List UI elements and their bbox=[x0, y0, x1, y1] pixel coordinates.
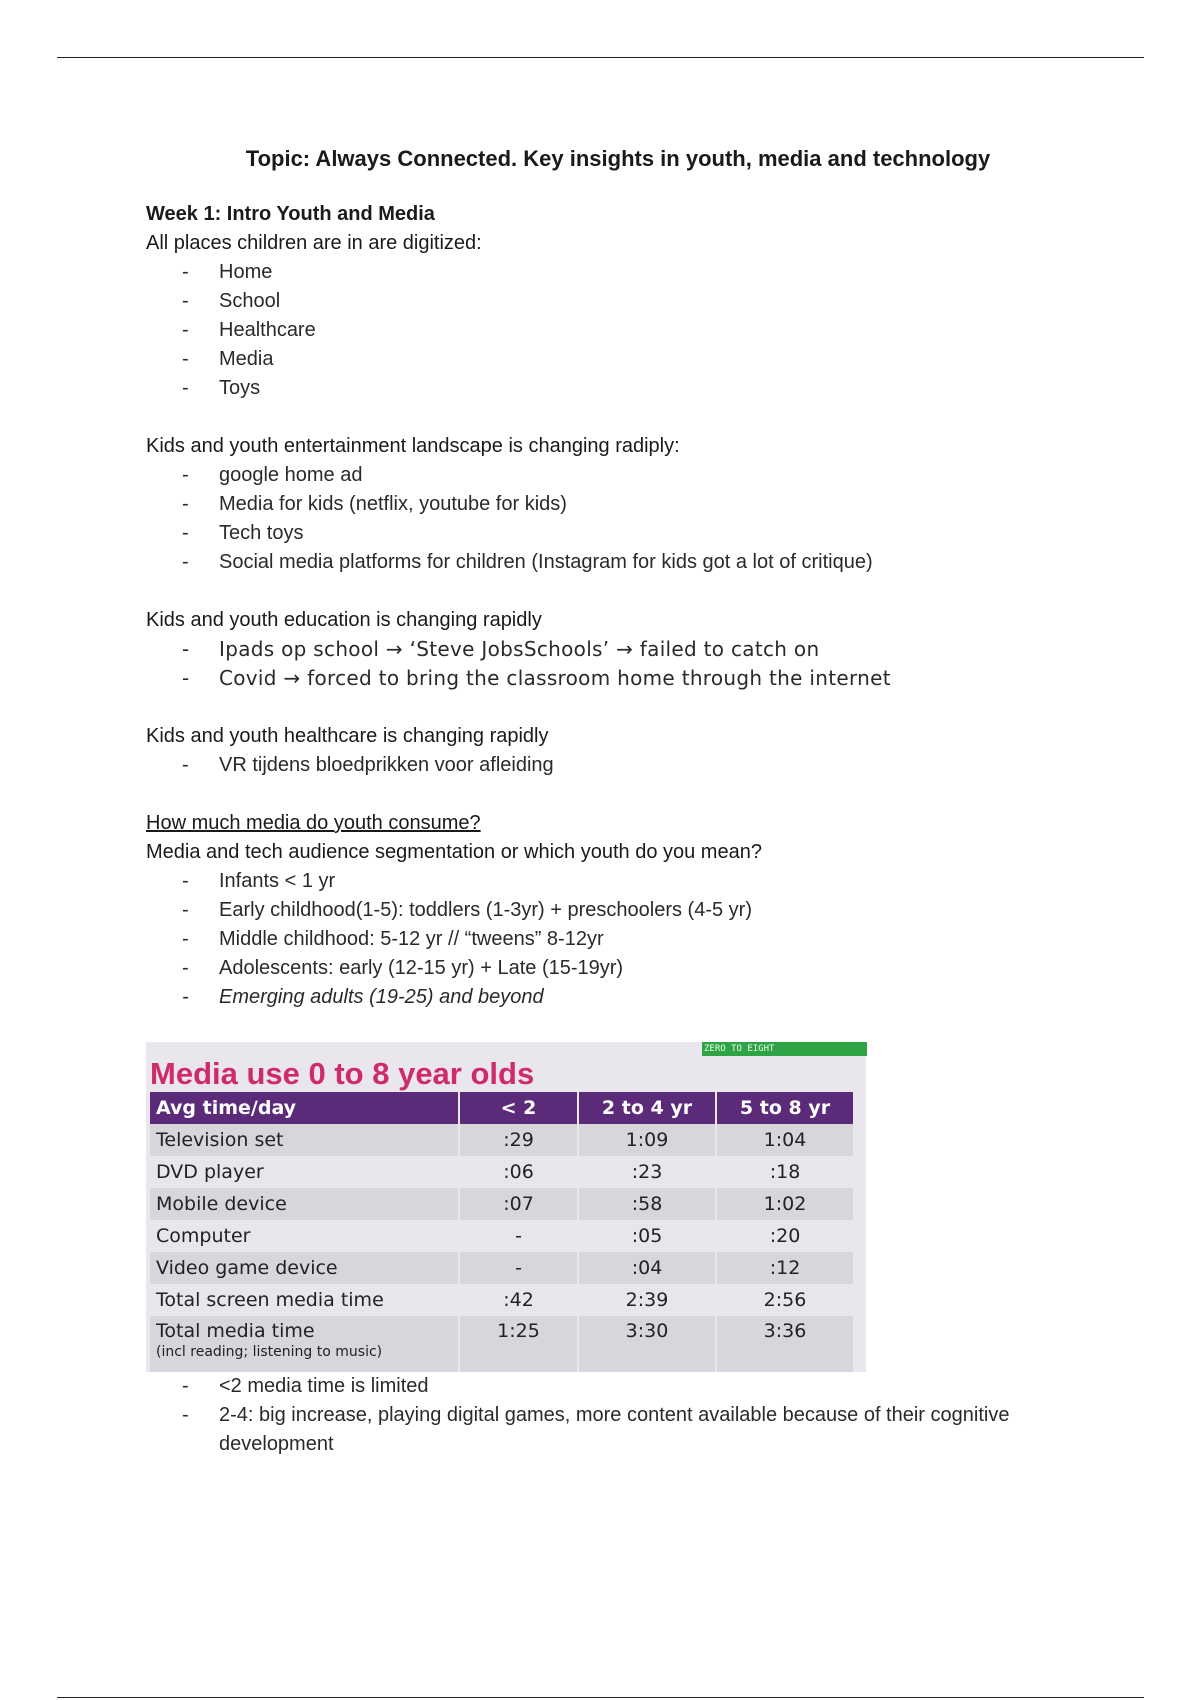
table-cell: :20 bbox=[717, 1220, 853, 1252]
list-item: - 2-4: big increase, playing digital games, more content available because of their cognitive development bbox=[146, 1401, 1046, 1459]
bottom-rule bbox=[57, 1697, 1144, 1698]
list-item: - Middle childhood: 5-12 yr // “tweens” 8-12yr bbox=[146, 925, 1046, 954]
table-cell: - bbox=[460, 1252, 577, 1284]
list-item: - Social media platforms for children (Instagram for kids got a lot of critique) bbox=[146, 548, 1046, 577]
table-cell: 1:09 bbox=[579, 1124, 715, 1156]
list-item: - Tech toys bbox=[146, 519, 1046, 548]
education-intro: Kids and youth education is changing rapidly bbox=[146, 609, 542, 631]
table-row bbox=[150, 1316, 853, 1372]
table-row bbox=[150, 1156, 853, 1188]
total-media-note: (incl reading; listening to music) bbox=[156, 1344, 383, 1360]
table-cell: 3:36 bbox=[717, 1316, 853, 1372]
table-cell: DVD player bbox=[150, 1156, 458, 1188]
table-cell: :23 bbox=[579, 1156, 715, 1188]
segmentation-list bbox=[146, 867, 1046, 1012]
notes-list bbox=[146, 1372, 1046, 1459]
table-cell: :06 bbox=[460, 1156, 577, 1188]
table-cell: :05 bbox=[579, 1220, 715, 1252]
table-row bbox=[150, 1188, 853, 1220]
table-cell: Video game device bbox=[150, 1252, 458, 1284]
table-cell: 1:25 bbox=[460, 1316, 577, 1372]
list-item: - Early childhood(1-5): toddlers (1-3yr) + preschoolers (4-5 yr) bbox=[146, 896, 1046, 925]
column-header: 5 to 8 yr bbox=[717, 1092, 853, 1124]
table-cell: :42 bbox=[460, 1284, 577, 1316]
table-cell: 1:02 bbox=[717, 1188, 853, 1220]
consumption-intro: Media and tech audience segmentation or which youth do you mean? bbox=[146, 841, 762, 863]
entertainment-intro: Kids and youth entertainment landscape is changing radiply: bbox=[146, 435, 680, 457]
table-cell: :58 bbox=[579, 1188, 715, 1220]
column-header: < 2 bbox=[460, 1092, 577, 1124]
table-cell: :18 bbox=[717, 1156, 853, 1188]
table-cell: :29 bbox=[460, 1124, 577, 1156]
table-cell: 2:56 bbox=[717, 1284, 853, 1316]
table-cell: 2:39 bbox=[579, 1284, 715, 1316]
table-cell: Television set bbox=[150, 1124, 458, 1156]
healthcare-list bbox=[146, 751, 1046, 780]
table-header-row bbox=[150, 1092, 853, 1124]
table-cell: :04 bbox=[579, 1252, 715, 1284]
column-header: 2 to 4 yr bbox=[579, 1092, 715, 1124]
top-rule bbox=[57, 57, 1144, 58]
healthcare-intro: Kids and youth healthcare is changing rapidly bbox=[146, 725, 549, 747]
consumption-question: How much media do youth consume? bbox=[146, 812, 481, 834]
list-item: - <2 media time is limited bbox=[146, 1372, 1046, 1401]
list-item: - Adolescents: early (12-15 yr) + Late (15-19yr) bbox=[146, 954, 1046, 983]
table-cell: 3:30 bbox=[579, 1316, 715, 1372]
list-item: - Emerging adults (19-25) and beyond bbox=[146, 983, 1046, 1012]
list-item: - School bbox=[146, 287, 1046, 316]
table-row bbox=[150, 1252, 853, 1284]
list-item: - google home ad bbox=[146, 461, 1046, 490]
list-item: - Covid → forced to bring the classroom home through the internet bbox=[146, 664, 1046, 693]
column-header: Avg time/day bbox=[150, 1092, 458, 1124]
education-list bbox=[146, 635, 1046, 693]
list-item: - Toys bbox=[146, 374, 1046, 403]
list-item: - Ipads op school → ‘Steve JobsSchools’ → failed to catch on bbox=[146, 635, 1046, 664]
table-cell: :12 bbox=[717, 1252, 853, 1284]
page-title: Topic: Always Connected. Key insights in youth, media and technology bbox=[245, 146, 991, 171]
list-item: - Healthcare bbox=[146, 316, 1046, 345]
table-row bbox=[150, 1284, 853, 1316]
table-cell: 1:04 bbox=[717, 1124, 853, 1156]
list-item: - Media bbox=[146, 345, 1046, 374]
table-cell: :07 bbox=[460, 1188, 577, 1220]
media-use-table bbox=[148, 1092, 855, 1372]
table-row bbox=[150, 1220, 853, 1252]
table-row bbox=[150, 1124, 853, 1156]
list-item: - Media for kids (netflix, youtube for kids) bbox=[146, 490, 1046, 519]
table-cell: Total screen media time bbox=[150, 1284, 458, 1316]
slide-badge: ZERO TO EIGHT bbox=[702, 1042, 867, 1056]
total-media-label: Total media time bbox=[156, 1320, 315, 1342]
media-use-slide bbox=[146, 1042, 866, 1372]
list-item: - VR tijdens bloedprikken voor afleiding bbox=[146, 751, 1046, 780]
table-cell: Computer bbox=[150, 1220, 458, 1252]
list-item: - Infants < 1 yr bbox=[146, 867, 1046, 896]
digitized-intro: All places children are in are digitized: bbox=[146, 232, 482, 254]
digitized-list bbox=[146, 258, 1046, 403]
document-body bbox=[146, 140, 1046, 1459]
table-cell: Mobile device bbox=[150, 1188, 458, 1220]
week-heading: Week 1: Intro Youth and Media bbox=[146, 203, 435, 225]
slide-title: Media use 0 to 8 year olds bbox=[150, 1056, 535, 1091]
table-cell: - bbox=[460, 1220, 577, 1252]
table-cell bbox=[150, 1316, 458, 1372]
list-item: - Home bbox=[146, 258, 1046, 287]
entertainment-list bbox=[146, 461, 1046, 577]
